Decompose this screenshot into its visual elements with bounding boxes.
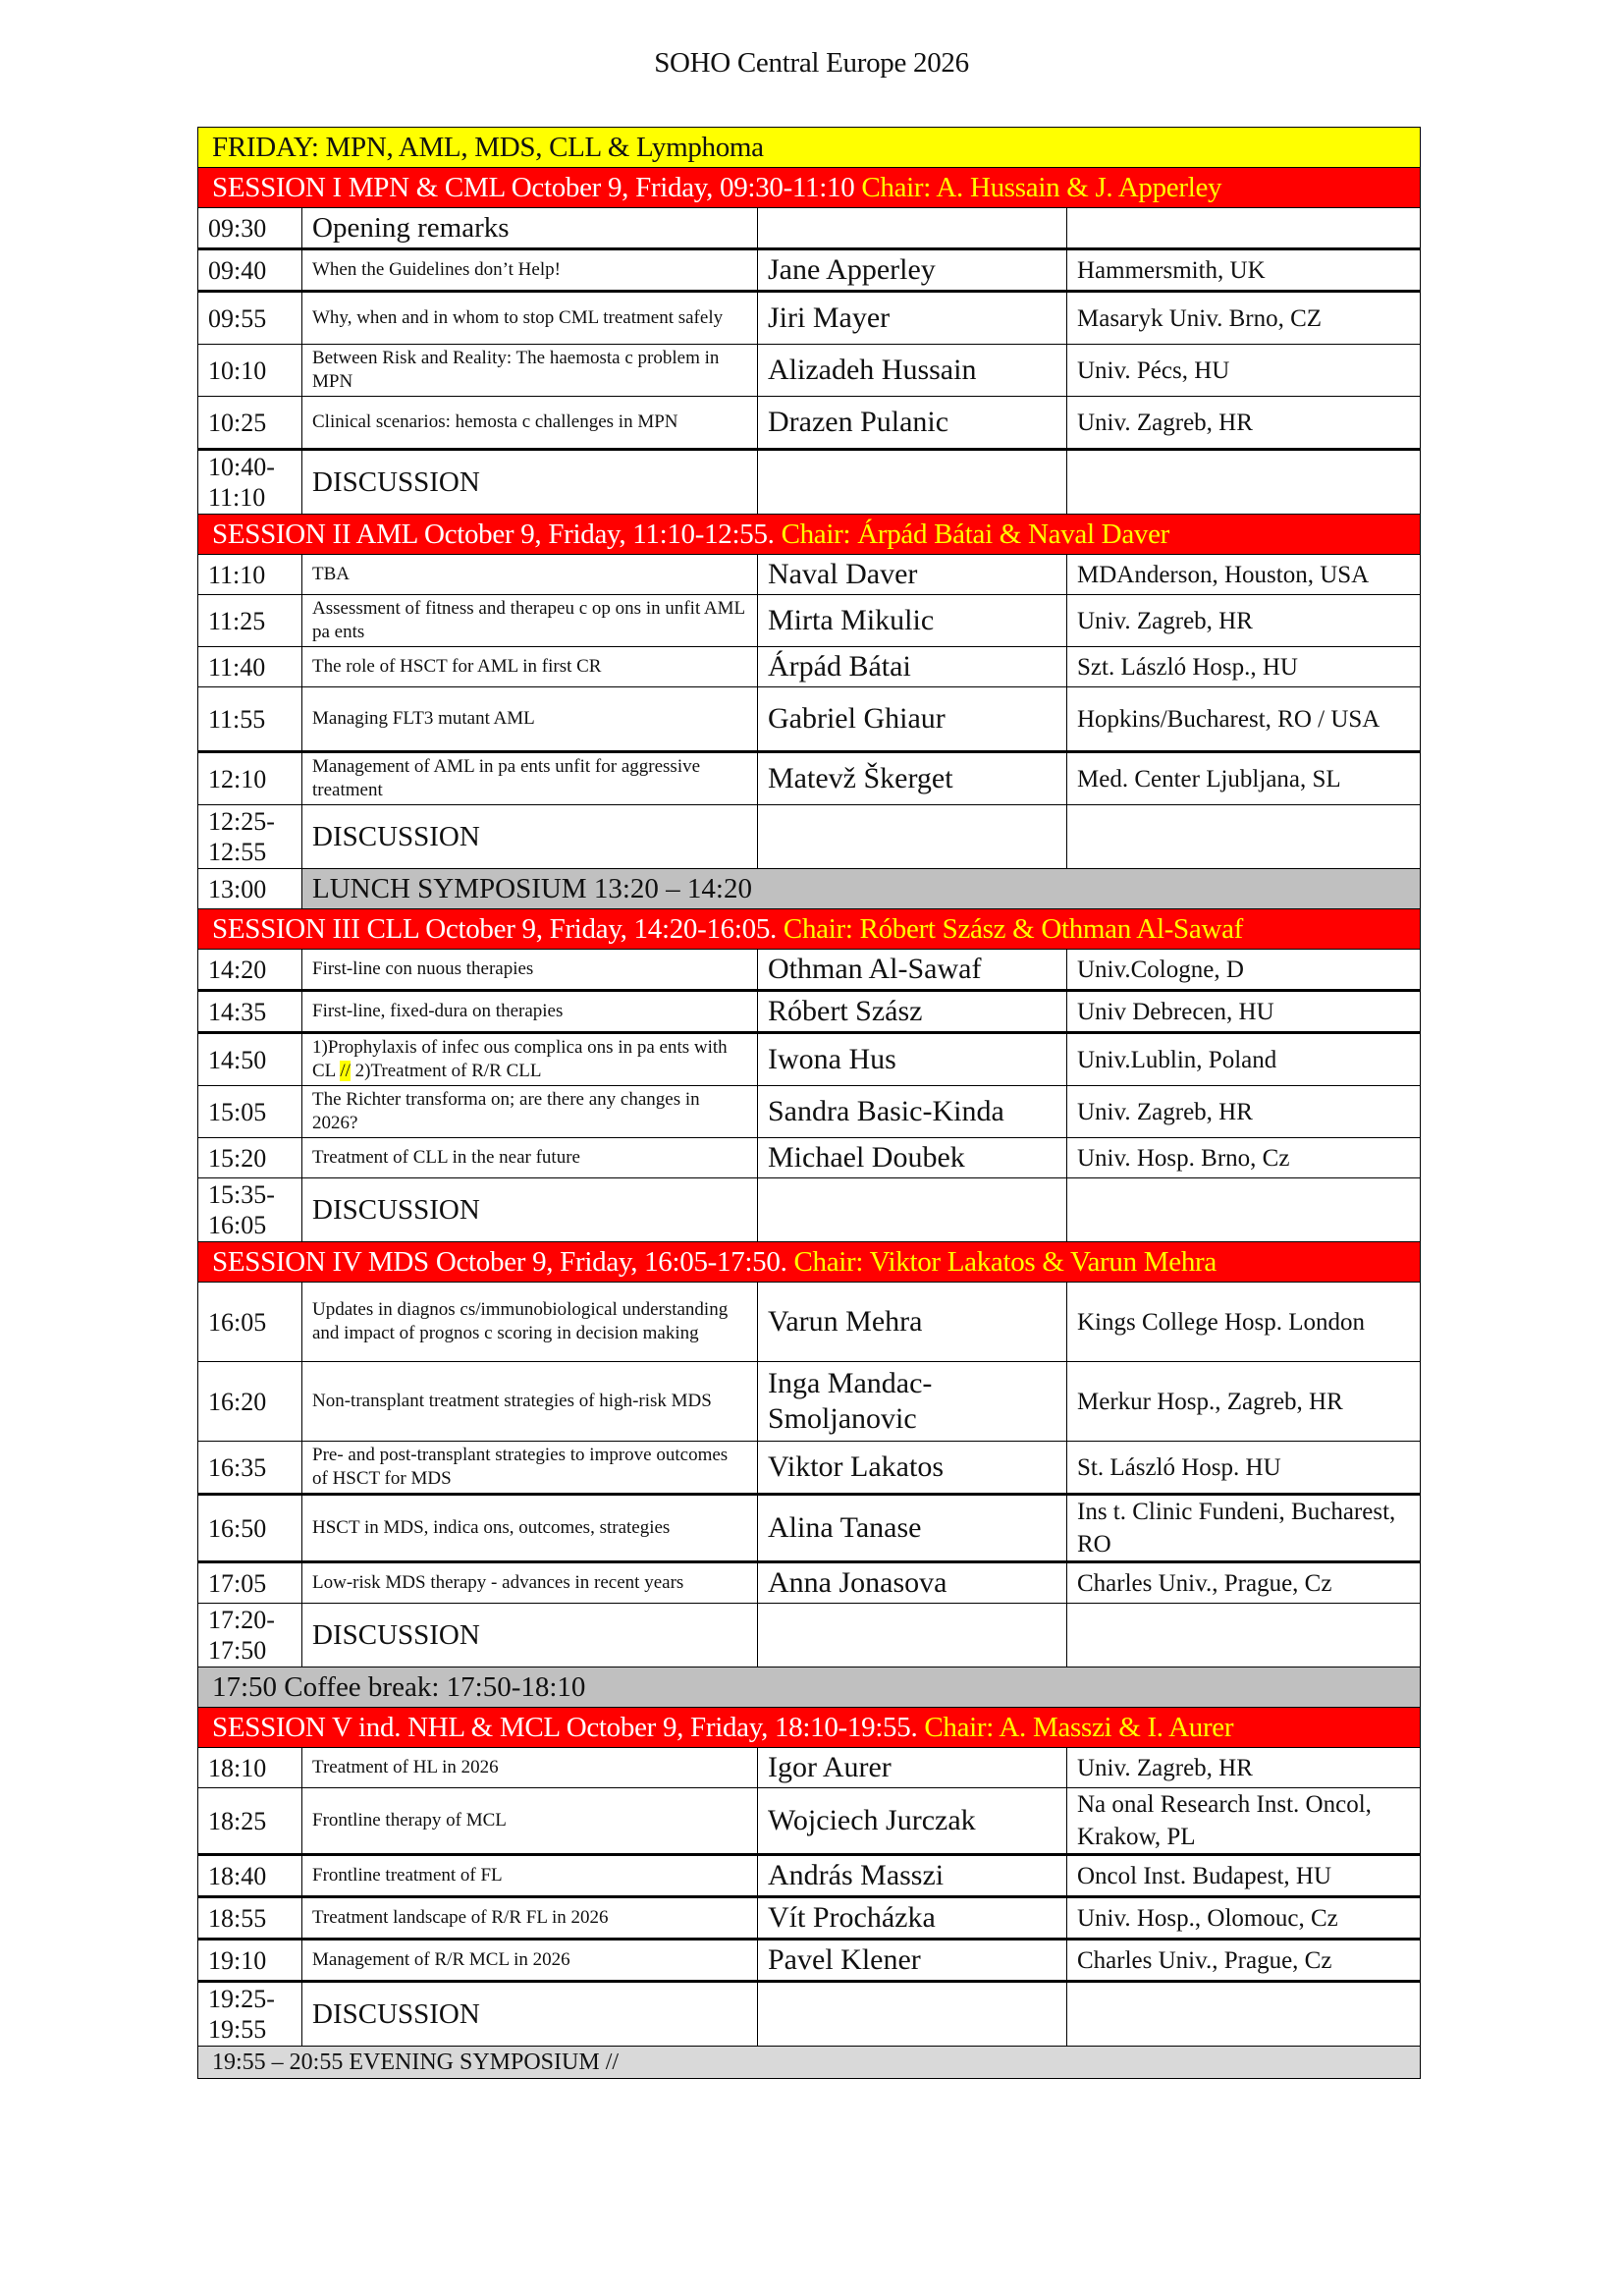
- affiliation-cell: Univ. Pécs, HU: [1067, 345, 1421, 397]
- affiliation-cell: Kings College Hosp. London: [1067, 1283, 1421, 1362]
- title-cell: Between Risk and Reality: The haemosta c problem in MPN: [302, 345, 758, 397]
- speaker-cell: Iwona Hus: [758, 1033, 1067, 1086]
- affiliation-cell: Med. Center Ljubljana, SL: [1067, 752, 1421, 805]
- session-header: [198, 1708, 1421, 1748]
- speaker-cell: Wojciech Jurczak: [758, 1788, 1067, 1855]
- session-heading: SESSION V ind. NHL & MCL October 9, Friday, 18:10-19:55.: [212, 1711, 925, 1743]
- title-cell: Frontline therapy of MCL: [302, 1788, 758, 1855]
- affiliation-cell: Charles Univ., Prague, Cz: [1067, 1940, 1421, 1982]
- time-cell: 15:20: [198, 1138, 302, 1178]
- affiliation-cell: Ins t. Clinic Fundeni, Bucharest, RO: [1067, 1495, 1421, 1562]
- time-cell: 09:55: [198, 292, 302, 345]
- speaker-cell: [758, 805, 1067, 869]
- time-cell: 10:25: [198, 397, 302, 450]
- title-cell: TBA: [302, 555, 758, 595]
- time-cell: 17:20- 17:50: [198, 1604, 302, 1667]
- title-cell: Treatment of CLL in the near future: [302, 1138, 758, 1178]
- session-header: [198, 168, 1421, 208]
- time-cell: 13:00: [198, 869, 302, 909]
- speaker-cell: Anna Jonasova: [758, 1562, 1067, 1604]
- affiliation-cell: Szt. László Hosp., HU: [1067, 647, 1421, 687]
- speaker-cell: Jane Apperley: [758, 249, 1067, 292]
- time-cell: 11:25: [198, 595, 302, 647]
- session-chair: Chair: A. Hussain & J. Apperley: [861, 171, 1222, 203]
- coffee-break-label: 17:50 Coffee break: 17:50-18:10: [198, 1667, 1421, 1708]
- session-header-row: [198, 1708, 1421, 1748]
- session-chair: Chair: A. Masszi & I. Aurer: [924, 1711, 1234, 1743]
- time-cell: 16:20: [198, 1362, 302, 1442]
- day-header-row: [198, 128, 1421, 168]
- speaker-cell: Igor Aurer: [758, 1748, 1067, 1788]
- talk-row: [198, 1362, 1421, 1442]
- title-cell: DISCUSSION: [302, 805, 758, 869]
- title-cell: The Richter transforma on; are there any changes in 2026?: [302, 1086, 758, 1138]
- talk-row: [198, 1748, 1421, 1788]
- evening-symposium-label: 19:55 – 20:55 EVENING SYMPOSIUM //: [198, 2047, 1421, 2079]
- speaker-cell: [758, 208, 1067, 249]
- session-header: [198, 515, 1421, 555]
- title-cell: When the Guidelines don’t Help!: [302, 249, 758, 292]
- speaker-cell: Róbert Szász: [758, 991, 1067, 1033]
- speaker-cell: András Masszi: [758, 1855, 1067, 1897]
- talk-row: [198, 595, 1421, 647]
- title-cell: HSCT in MDS, indica ons, outcomes, strategies: [302, 1495, 758, 1562]
- speaker-cell: Othman Al-Sawaf: [758, 950, 1067, 991]
- talk-row: [198, 1138, 1421, 1178]
- title-cell: Treatment landscape of R/R FL in 2026: [302, 1897, 758, 1940]
- speaker-cell: Drazen Pulanic: [758, 397, 1067, 450]
- speaker-cell: Alizadeh Hussain: [758, 345, 1067, 397]
- time-cell: 10:40- 11:10: [198, 450, 302, 515]
- speaker-cell: Vít Procházka: [758, 1897, 1067, 1940]
- session-heading: SESSION III CLL October 9, Friday, 14:20-16:05.: [212, 912, 784, 945]
- speaker-cell: Pavel Klener: [758, 1940, 1067, 1982]
- affiliation-cell: Merkur Hosp., Zagreb, HR: [1067, 1362, 1421, 1442]
- time-cell: 18:55: [198, 1897, 302, 1940]
- discussion-row: [198, 1604, 1421, 1667]
- day-header: FRIDAY: MPN, AML, MDS, CLL & Lymphoma: [198, 128, 1421, 168]
- time-cell: 16:50: [198, 1495, 302, 1562]
- title-cell: Why, when and in whom to stop CML treatment safely: [302, 292, 758, 345]
- title-cell: Non-transplant treatment strategies of high-risk MDS: [302, 1362, 758, 1442]
- time-cell: 11:10: [198, 555, 302, 595]
- title-cell: First-line con nuous therapies: [302, 950, 758, 991]
- time-cell: 11:40: [198, 647, 302, 687]
- affiliation-cell: St. László Hosp. HU: [1067, 1442, 1421, 1495]
- title-cell: 1)Prophylaxis of infec ous complica ons in pa ents with CL // 2)Treatment of R/R CLL: [302, 1033, 758, 1086]
- session-header-row: [198, 515, 1421, 555]
- discussion-row: [198, 1178, 1421, 1242]
- title-cell: First-line, fixed-dura on therapies: [302, 991, 758, 1033]
- speaker-cell: Matevž Škerget: [758, 752, 1067, 805]
- session-chair: Chair: Viktor Lakatos & Varun Mehra: [793, 1245, 1217, 1278]
- evening-symposium-row: [198, 2047, 1421, 2079]
- title-cell: Opening remarks: [302, 208, 758, 249]
- discussion-row: [198, 1982, 1421, 2047]
- talk-row: [198, 1442, 1421, 1495]
- title-cell: Treatment of HL in 2026: [302, 1748, 758, 1788]
- title-cell: DISCUSSION: [302, 450, 758, 515]
- title-cell: Managing FLT3 mutant AML: [302, 687, 758, 752]
- talk-row: [198, 1788, 1421, 1855]
- session-heading: SESSION I MPN & CML October 9, Friday, 09:30-11:10: [212, 171, 862, 203]
- time-cell: 15:05: [198, 1086, 302, 1138]
- talk-row: [198, 752, 1421, 805]
- discussion-row: [198, 805, 1421, 869]
- affiliation-cell: Univ. Hosp. Brno, Cz: [1067, 1138, 1421, 1178]
- time-cell: 18:40: [198, 1855, 302, 1897]
- affiliation-cell: Na onal Research Inst. Oncol, Krakow, PL: [1067, 1788, 1421, 1855]
- speaker-cell: [758, 1178, 1067, 1242]
- affiliation-cell: [1067, 208, 1421, 249]
- affiliation-cell: Charles Univ., Prague, Cz: [1067, 1562, 1421, 1604]
- speaker-cell: Inga Mandac-Smoljanovic: [758, 1362, 1067, 1442]
- time-cell: 14:20: [198, 950, 302, 991]
- page-title: SOHO Central Europe 2026: [654, 47, 969, 79]
- affiliation-cell: Univ. Zagreb, HR: [1067, 1086, 1421, 1138]
- affiliation-cell: Univ. Hosp., Olomouc, Cz: [1067, 1897, 1421, 1940]
- time-cell: 12:10: [198, 752, 302, 805]
- affiliation-cell: Univ.Cologne, D: [1067, 950, 1421, 991]
- talk-row: [198, 1940, 1421, 1982]
- opening-row: [198, 208, 1421, 249]
- talk-row: [198, 345, 1421, 397]
- speaker-cell: Mirta Mikulic: [758, 595, 1067, 647]
- affiliation-cell: Univ. Zagreb, HR: [1067, 1748, 1421, 1788]
- speaker-cell: Viktor Lakatos: [758, 1442, 1067, 1495]
- time-cell: 11:55: [198, 687, 302, 752]
- affiliation-cell: Univ.Lublin, Poland: [1067, 1033, 1421, 1086]
- speaker-cell: Michael Doubek: [758, 1138, 1067, 1178]
- talk-row: [198, 292, 1421, 345]
- affiliation-cell: [1067, 1178, 1421, 1242]
- speaker-cell: Naval Daver: [758, 555, 1067, 595]
- affiliation-cell: Hammersmith, UK: [1067, 249, 1421, 292]
- session-header-row: [198, 168, 1421, 208]
- discussion-row: [198, 450, 1421, 515]
- speaker-cell: [758, 1982, 1067, 2047]
- affiliation-cell: Hopkins/Bucharest, RO / USA: [1067, 687, 1421, 752]
- talk-row: [198, 1562, 1421, 1604]
- time-cell: 14:50: [198, 1033, 302, 1086]
- session-chair: Chair: Árpád Bátai & Naval Daver: [781, 518, 1170, 550]
- talk-row: [198, 1495, 1421, 1562]
- time-cell: 16:05: [198, 1283, 302, 1362]
- talk-row: [198, 687, 1421, 752]
- title-cell: Updates in diagnos cs/immunobiological understanding and impact of prognos c scoring in decision making: [302, 1283, 758, 1362]
- affiliation-cell: [1067, 1982, 1421, 2047]
- program-table: [197, 127, 1421, 2079]
- talk-row: [198, 555, 1421, 595]
- session-header-row: [198, 909, 1421, 950]
- speaker-cell: [758, 450, 1067, 515]
- time-cell: 10:10: [198, 345, 302, 397]
- affiliation-cell: MDAnderson, Houston, USA: [1067, 555, 1421, 595]
- talk-row: [198, 950, 1421, 991]
- speaker-cell: Sandra Basic-Kinda: [758, 1086, 1067, 1138]
- session-heading: SESSION IV MDS October 9, Friday, 16:05-17:50.: [212, 1245, 794, 1278]
- speaker-cell: Árpád Bátai: [758, 647, 1067, 687]
- talk-row: [198, 991, 1421, 1033]
- time-cell: 09:40: [198, 249, 302, 292]
- time-cell: 19:25- 19:55: [198, 1982, 302, 2047]
- time-cell: 17:05: [198, 1562, 302, 1604]
- title-cell: Assessment of fitness and therapeu c op ons in unfit AML pa ents: [302, 595, 758, 647]
- highlight-mark: //: [340, 1061, 351, 1081]
- speaker-cell: Jiri Mayer: [758, 292, 1067, 345]
- coffee-break-row: [198, 1667, 1421, 1708]
- title-cell: Management of R/R MCL in 2026: [302, 1940, 758, 1982]
- title-cell: The role of HSCT for AML in first CR: [302, 647, 758, 687]
- session-header: [198, 909, 1421, 950]
- talk-row: [198, 647, 1421, 687]
- speaker-cell: Gabriel Ghiaur: [758, 687, 1067, 752]
- talk-row: [198, 397, 1421, 450]
- affiliation-cell: Univ Debrecen, HU: [1067, 991, 1421, 1033]
- lunch-label: LUNCH SYMPOSIUM 13:20 – 14:20: [302, 869, 1421, 909]
- title-cell: DISCUSSION: [302, 1604, 758, 1667]
- time-cell: 09:30: [198, 208, 302, 249]
- talk-row: [198, 1086, 1421, 1138]
- time-cell: 18:25: [198, 1788, 302, 1855]
- speaker-cell: Varun Mehra: [758, 1283, 1067, 1362]
- affiliation-cell: [1067, 450, 1421, 515]
- talk-row: [198, 249, 1421, 292]
- speaker-cell: [758, 1604, 1067, 1667]
- speaker-cell: Alina Tanase: [758, 1495, 1067, 1562]
- talk-row: [198, 1897, 1421, 1940]
- talk-row: [198, 1283, 1421, 1362]
- time-cell: 12:25- 12:55: [198, 805, 302, 869]
- time-cell: 14:35: [198, 991, 302, 1033]
- affiliation-cell: Univ. Zagreb, HR: [1067, 397, 1421, 450]
- time-cell: 15:35- 16:05: [198, 1178, 302, 1242]
- lunch-row: [198, 869, 1421, 909]
- talk-row: [198, 1855, 1421, 1897]
- affiliation-cell: Masaryk Univ. Brno, CZ: [1067, 292, 1421, 345]
- affiliation-cell: [1067, 1604, 1421, 1667]
- time-cell: 18:10: [198, 1748, 302, 1788]
- affiliation-cell: Univ. Zagreb, HR: [1067, 595, 1421, 647]
- title-cell: DISCUSSION: [302, 1178, 758, 1242]
- session-header: [198, 1242, 1421, 1283]
- title-cell: Pre- and post-transplant strategies to improve outcomes of HSCT for MDS: [302, 1442, 758, 1495]
- title-cell: DISCUSSION: [302, 1982, 758, 2047]
- affiliation-cell: [1067, 805, 1421, 869]
- title-cell: Clinical scenarios: hemosta c challenges in MPN: [302, 397, 758, 450]
- session-chair: Chair: Róbert Szász & Othman Al-Sawaf: [783, 912, 1244, 945]
- talk-row: [198, 1033, 1421, 1086]
- title-cell: Low-risk MDS therapy - advances in recent years: [302, 1562, 758, 1604]
- session-header-row: [198, 1242, 1421, 1283]
- title-cell: Frontline treatment of FL: [302, 1855, 758, 1897]
- title-cell: Management of AML in pa ents unfit for aggressive treatment: [302, 752, 758, 805]
- session-heading: SESSION II AML October 9, Friday, 11:10-12:55.: [212, 518, 782, 550]
- affiliation-cell: Oncol Inst. Budapest, HU: [1067, 1855, 1421, 1897]
- time-cell: 19:10: [198, 1940, 302, 1982]
- time-cell: 16:35: [198, 1442, 302, 1495]
